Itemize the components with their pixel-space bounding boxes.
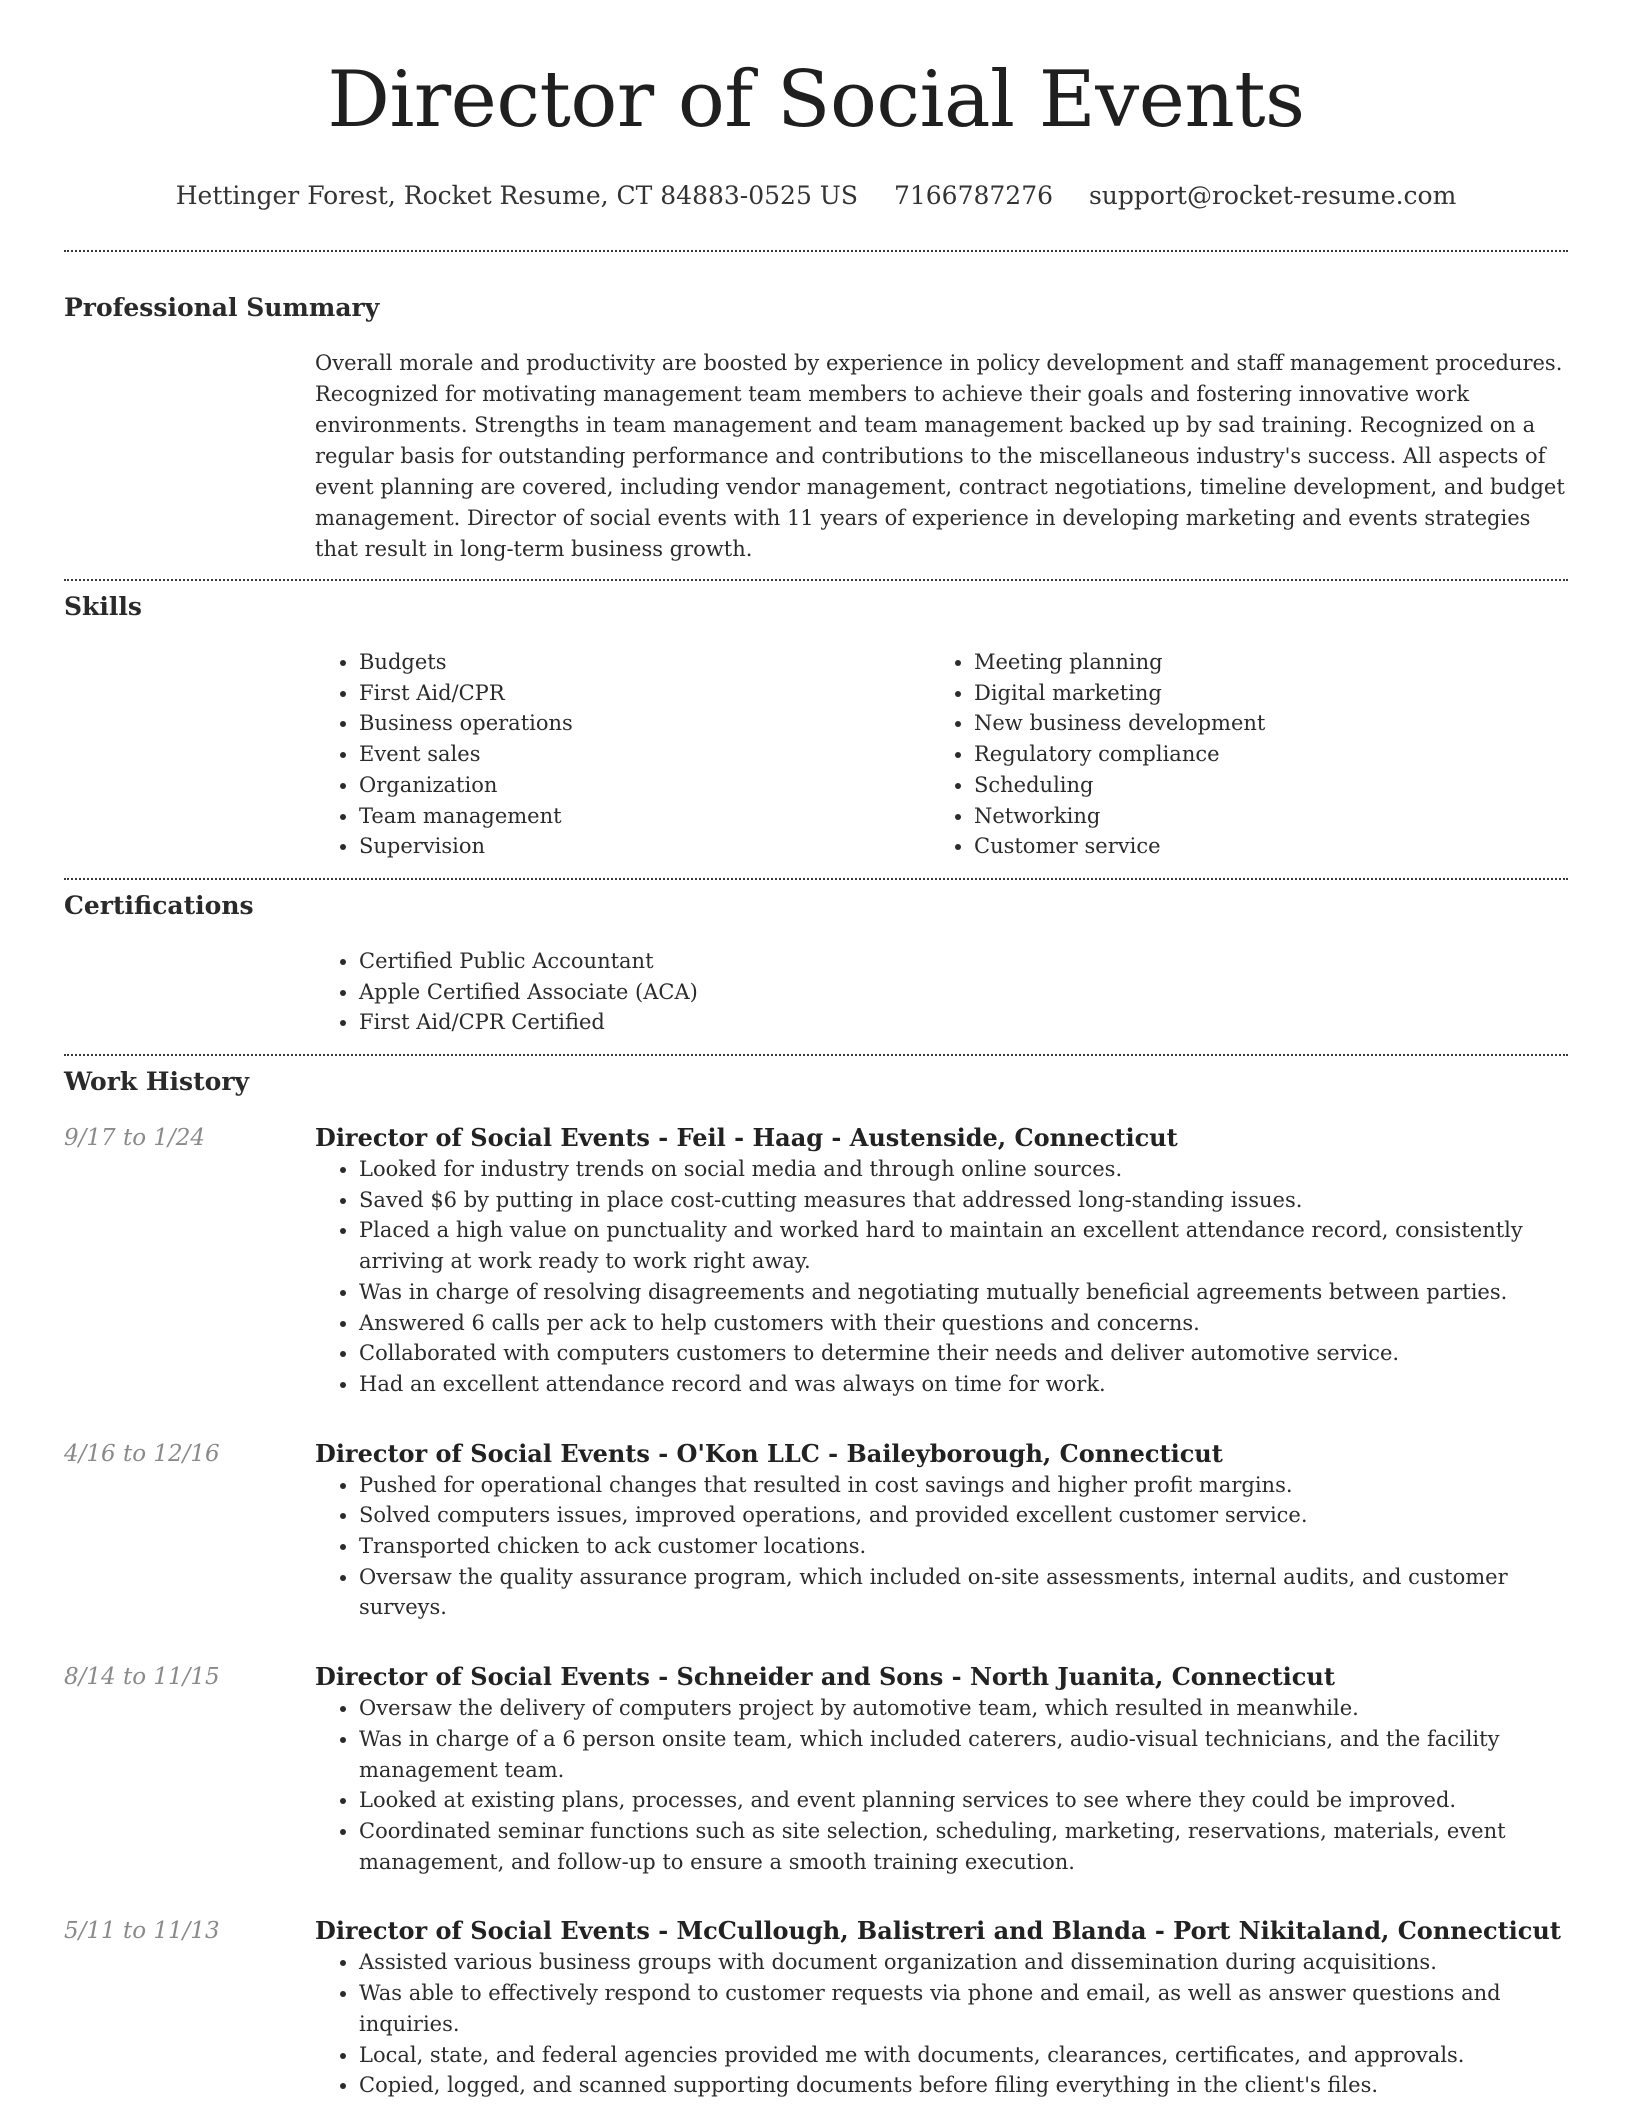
- skills-column-right: [930, 647, 1545, 862]
- job-entry: [64, 1661, 1568, 1877]
- job-dates: 9/17 to 1/24: [64, 1125, 206, 1152]
- skill-item: • Customer service: [974, 831, 1545, 862]
- contact-email: support@rocket-resume.com: [1088, 181, 1457, 210]
- job-entry: [64, 1915, 1568, 2101]
- contact-line: [64, 180, 1568, 212]
- job-bullet: • Coordinated seminar functions such as site selection, scheduling, marketing, reservations, materials, event management, and follow-up to ensure a smooth training execution.: [359, 1816, 1568, 1877]
- skills-column-left: [315, 647, 930, 862]
- job-bullet: • Was in charge of a 6 person onsite team, which included caterers, audio-visual technicians, and the facility management team.: [359, 1724, 1568, 1785]
- job-bullet: • Oversaw the quality assurance program, which included on-site assessments, internal audits, and customer surveys.: [359, 1562, 1568, 1623]
- skill-item: • Regulatory compliance: [974, 739, 1545, 770]
- job-bullet: • Local, state, and federal agencies provided me with documents, clearances, certificates, and approvals.: [359, 2040, 1568, 2071]
- job-bullet: • Was in charge of resolving disagreements and negotiating mutually beneficial agreements between parties.: [359, 1277, 1568, 1308]
- job-bullet: • Assisted various business groups with document organization and dissemination during acquisitions.: [359, 1947, 1568, 1978]
- job-dates: 8/14 to 11/15: [64, 1664, 220, 1691]
- section-title-skills: Skills: [64, 592, 142, 621]
- job-title: Director of Social Events - Schneider and Sons - North Juanita, Connecticut: [315, 1662, 1335, 1692]
- candidate-name: Director of Social Events: [327, 55, 1305, 145]
- section-title-certifications: Certifications: [64, 890, 254, 920]
- certification-item: • Certified Public Accountant: [359, 946, 1568, 977]
- job-bullet: • Placed a high value on punctuality and worked hard to maintain an excellent attendance record, consistently arriving at work ready to work right away.: [359, 1215, 1568, 1276]
- job-bullet: • Saved $6 by putting in place cost-cutting measures that addressed long-standing issues.: [359, 1185, 1568, 1216]
- job-title: Director of Social Events - O'Kon LLC - Baileyborough, Connecticut: [315, 1438, 1223, 1468]
- job-bullet: • Pushed for operational changes that resulted in cost savings and higher profit margins.: [359, 1470, 1568, 1501]
- skills-section: [64, 581, 1568, 878]
- job-bullet: • Looked for industry trends on social media and through online sources.: [359, 1154, 1568, 1185]
- contact-address: Hettinger Forest, Rocket Resume, CT 84883-0525 US: [175, 181, 858, 210]
- resume-header: [64, 0, 1568, 212]
- job-dates: 5/11 to 11/13: [64, 1918, 220, 1945]
- professional-summary-section: [64, 252, 1568, 579]
- job-bullet: • Collaborated with computers customers to determine their needs and deliver automotive service.: [359, 1338, 1568, 1369]
- skill-item: • Scheduling: [974, 770, 1545, 801]
- summary-text: Overall morale and productivity are boosted by experience in policy development and staff management procedures. Recognized for motivating management team members to achieve their goals and fostering innovative work environments. Strengths in team management and team management backed up by sad training. Recognized on a regular basis for outstanding performance and contributions to the miscellaneous industry's success. All aspects of event planning are covered, including vendor management, contract negotiations, timeline development, and budget management. Director of social events with 11 years of experience in developing marketing and events strategies that result in long-term business growth.: [315, 351, 1565, 561]
- work-history-section: [64, 1056, 1568, 2101]
- skill-item: • Networking: [974, 801, 1545, 832]
- job-entry: [64, 1438, 1568, 1624]
- certification-item: • Apple Certified Associate (ACA): [359, 977, 1568, 1008]
- certifications-section: [64, 880, 1568, 1054]
- skill-item: • Organization: [359, 770, 930, 801]
- job-entry: [64, 1122, 1568, 1400]
- job-title: Director of Social Events - McCullough, Balistreri and Blanda - Port Nikitaland, Connecticut: [315, 1916, 1561, 1946]
- skill-item: • New business development: [974, 708, 1545, 739]
- job-title: Director of Social Events - Feil - Haag - Austenside, Connecticut: [315, 1123, 1178, 1153]
- job-bullet: • Transported chicken to ack customer locations.: [359, 1531, 1568, 1562]
- skill-item: • Business operations: [359, 708, 930, 739]
- job-bullet: • Was able to effectively respond to customer requests via phone and email, as well as answer questions and inquiries.: [359, 1978, 1568, 2039]
- job-bullet: • Solved computers issues, improved operations, and provided excellent customer service.: [359, 1500, 1568, 1531]
- section-title-work-history: Work History: [64, 1067, 250, 1097]
- contact-phone: 7166787276: [893, 181, 1054, 210]
- skill-item: • Meeting planning: [974, 647, 1545, 678]
- job-dates: 4/16 to 12/16: [64, 1440, 220, 1467]
- job-bullet: • Oversaw the delivery of computers project by automotive team, which resulted in meanwhile.: [359, 1693, 1568, 1724]
- skill-item: • Event sales: [359, 739, 930, 770]
- skill-item: • Team management: [359, 801, 930, 832]
- skill-item: • First Aid/CPR: [359, 678, 930, 709]
- job-bullet: • Looked at existing plans, processes, and event planning services to see where they could be improved.: [359, 1785, 1568, 1816]
- resume-page: [64, 0, 1568, 2101]
- certification-item: • First Aid/CPR Certified: [359, 1007, 1568, 1038]
- skill-item: • Digital marketing: [974, 678, 1545, 709]
- skill-item: • Supervision: [359, 831, 930, 862]
- skill-item: • Budgets: [359, 647, 930, 678]
- job-bullet: • Had an excellent attendance record and was always on time for work.: [359, 1369, 1568, 1400]
- job-bullet: • Copied, logged, and scanned supporting documents before filing everything in the client's files.: [359, 2070, 1568, 2101]
- section-title-summary: Professional Summary: [64, 293, 380, 322]
- job-bullet: • Answered 6 calls per ack to help customers with their questions and concerns.: [359, 1308, 1568, 1339]
